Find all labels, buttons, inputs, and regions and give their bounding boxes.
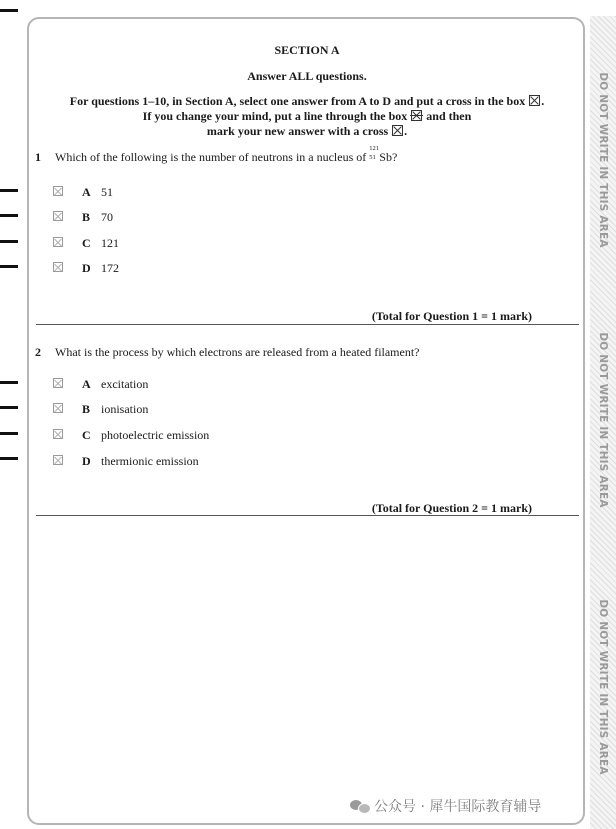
- margin-tick: [0, 214, 18, 217]
- margin-tick: [0, 381, 18, 384]
- instruction-line-2: [36, 109, 578, 124]
- option-letter: C: [82, 236, 91, 250]
- answer-checkbox[interactable]: [53, 455, 63, 465]
- instruction-line-3: mark your new answer with a cross .: [206, 124, 408, 138]
- option-letter: B: [82, 402, 91, 416]
- atomic-number: 51: [369, 154, 376, 161]
- margin-tick: [0, 432, 18, 435]
- option-letter: A: [82, 185, 91, 199]
- question-1-total: (Total for Question 1 = 1 mark): [371, 309, 532, 323]
- margin-tick: [0, 9, 18, 12]
- answer-checkbox[interactable]: [53, 403, 63, 413]
- section-title: SECTION A: [274, 43, 340, 57]
- margin-tick: [0, 457, 18, 460]
- crossed-box-icon: [392, 125, 403, 136]
- side-label-top: DO NOT WRITE IN THIS AREA: [597, 72, 609, 248]
- option-text: photoelectric emission: [101, 428, 210, 442]
- margin-tick: [0, 189, 18, 192]
- instruction-line-2-post: and then: [426, 109, 472, 123]
- question-1-number: 1: [35, 150, 41, 164]
- answer-checkbox[interactable]: [53, 237, 63, 247]
- option-letter: D: [82, 454, 91, 468]
- instruction-line-3-text: mark your new answer with a cross: [206, 124, 389, 138]
- margin-tick: [0, 265, 18, 268]
- instruction-line-1-text: For questions 1–10, in Section A, select one answer from A to D and put a cross in the box: [69, 94, 526, 108]
- divider: [36, 324, 579, 325]
- question-1-stem: Which of the following is the number of neutrons in a nucleus of: [55, 150, 367, 164]
- side-label-middle: DO NOT WRITE IN THIS AREA: [597, 332, 609, 508]
- watermark-text: 公众号 · 犀牛国际教育辅导: [374, 799, 542, 815]
- answer-checkbox[interactable]: [53, 262, 63, 272]
- wechat-icon: [350, 799, 370, 813]
- option-text: 51: [101, 185, 113, 199]
- question-1-text: Which of the following is the number of neutrons in a nucleus of 121 51 Sb?: [55, 145, 398, 164]
- option-text: thermionic emission: [101, 454, 199, 468]
- option-letter: D: [82, 261, 91, 275]
- option-letter: C: [82, 428, 91, 442]
- answer-checkbox[interactable]: [53, 211, 63, 221]
- answer-checkbox[interactable]: [53, 186, 63, 196]
- margin-tick: [0, 240, 18, 243]
- option-text: ionisation: [101, 402, 149, 416]
- watermark: [350, 796, 541, 816]
- option-letter: B: [82, 210, 91, 224]
- option-text: excitation: [101, 377, 149, 391]
- side-label-bottom: DO NOT WRITE IN THIS AREA: [597, 599, 609, 775]
- divider: [36, 515, 579, 516]
- question-2-total: (Total for Question 2 = 1 mark): [371, 501, 532, 515]
- answer-checkbox[interactable]: [53, 378, 63, 388]
- instruction-answer-all: Answer ALL questions.: [247, 69, 367, 83]
- question-2-text: What is the process by which electrons are released from a heated filament?: [55, 345, 420, 359]
- instruction-line-1: For questions 1–10, in Section A, select one answer from A to D and put a cross in the box .: [69, 94, 545, 108]
- nuclide-notation: [369, 145, 380, 161]
- option-text: 70: [101, 210, 113, 224]
- crossed-box-icon: [529, 95, 540, 106]
- question-2-number: 2: [35, 345, 41, 359]
- option-text: 172: [101, 261, 119, 275]
- margin-tick: [0, 406, 18, 409]
- option-letter: A: [82, 377, 91, 391]
- element-symbol: Sb: [379, 150, 392, 164]
- struck-box-icon: [411, 110, 422, 121]
- mass-number: 121: [369, 145, 380, 152]
- instruction-line-2-pre: If you change your mind, put a line through the box: [142, 109, 408, 123]
- answer-checkbox[interactable]: [53, 429, 63, 439]
- option-text: 121: [101, 236, 119, 250]
